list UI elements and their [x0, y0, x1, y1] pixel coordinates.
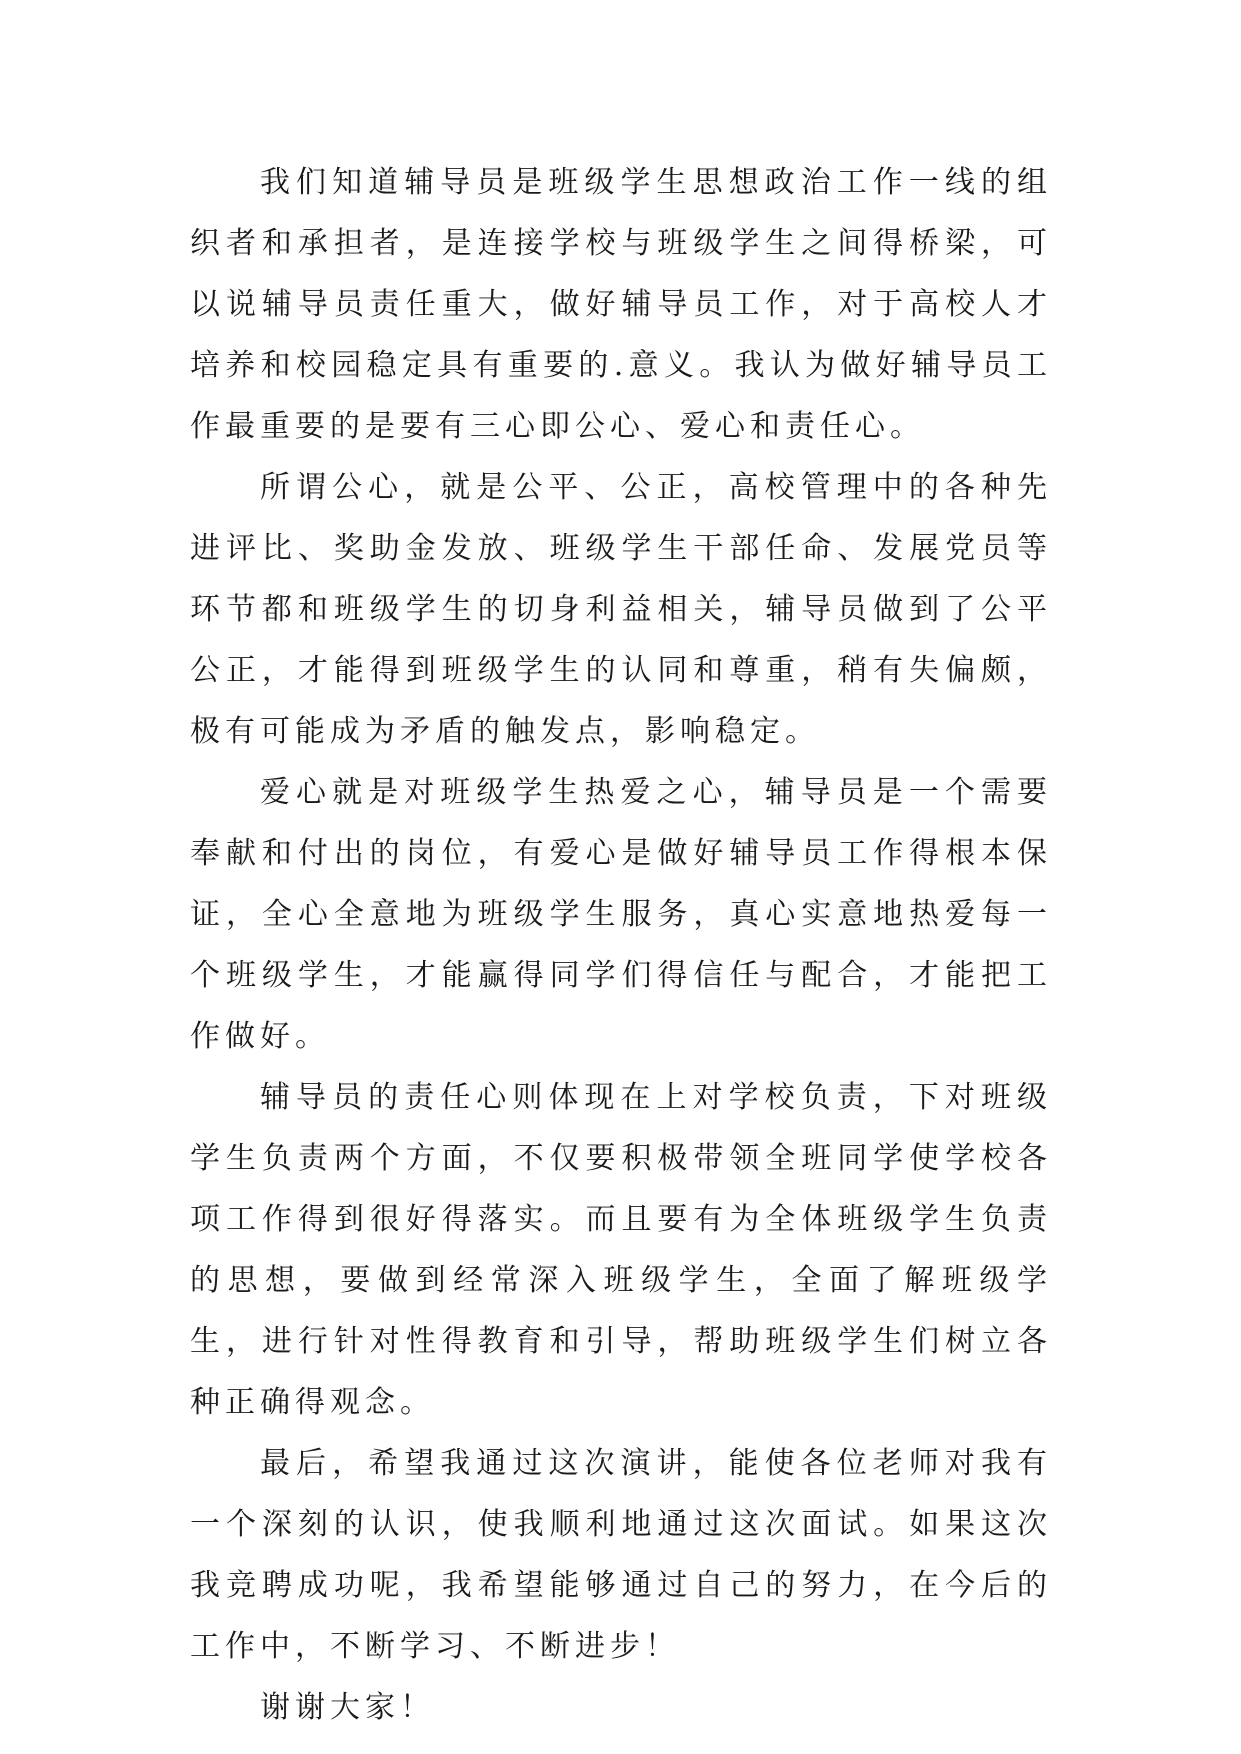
document-body	[190, 152, 1052, 1738]
paragraph-love: 爱心就是对班级学生热爱之心，辅导员是一个需要奉献和付出的岗位，有爱心是做好辅导员工作得根本保证，全心全意地为班级学生服务，真心实意地热爱每一个班级学生，才能赢得同学们得信任与配合，才能把工作做好。	[190, 775, 1052, 1054]
paragraph-conclusion: 最后，希望我通过这次演讲，能使各位老师对我有一个深刻的认识，使我顺利地通过这次面试。如果这次我竞聘成功呢，我希望能够通过自己的努力，在今后的工作中，不断学习、不断进步！	[190, 1446, 1052, 1664]
paragraph-fairness: 所谓公心，就是公平、公正，高校管理中的各种先进评比、奖助金发放、班级学生干部任命、发展党员等环节都和班级学生的切身利益相关，辅导员做到了公平公正，才能得到班级学生的认同和尊重，稍有失偏颇，极有可能成为矛盾的触发点，影响稳定。	[190, 470, 1052, 749]
paragraph-responsibility: 辅导员的责任心则体现在上对学校负责，下对班级学生负责两个方面，不仅要积极带领全班同学使学校各项工作得到很好得落实。而且要有为全体班级学生负责的思想，要做到经常深入班级学生，全面了解班级学生，进行针对性得教育和引导，帮助班级学生们树立各种正确得观念。	[190, 1080, 1052, 1420]
paragraph-thanks: 谢谢大家！	[260, 1690, 435, 1725]
paragraph-intro: 我们知道辅导员是班级学生思想政治工作一线的组织者和承担者，是连接学校与班级学生之间得桥梁，可以说辅导员责任重大，做好辅导员工作，对于高校人才培养和校园稳定具有重要的.意义。我认为做好辅导员工作最重要的是要有三心即公心、爱心和责任心。	[190, 165, 1052, 444]
